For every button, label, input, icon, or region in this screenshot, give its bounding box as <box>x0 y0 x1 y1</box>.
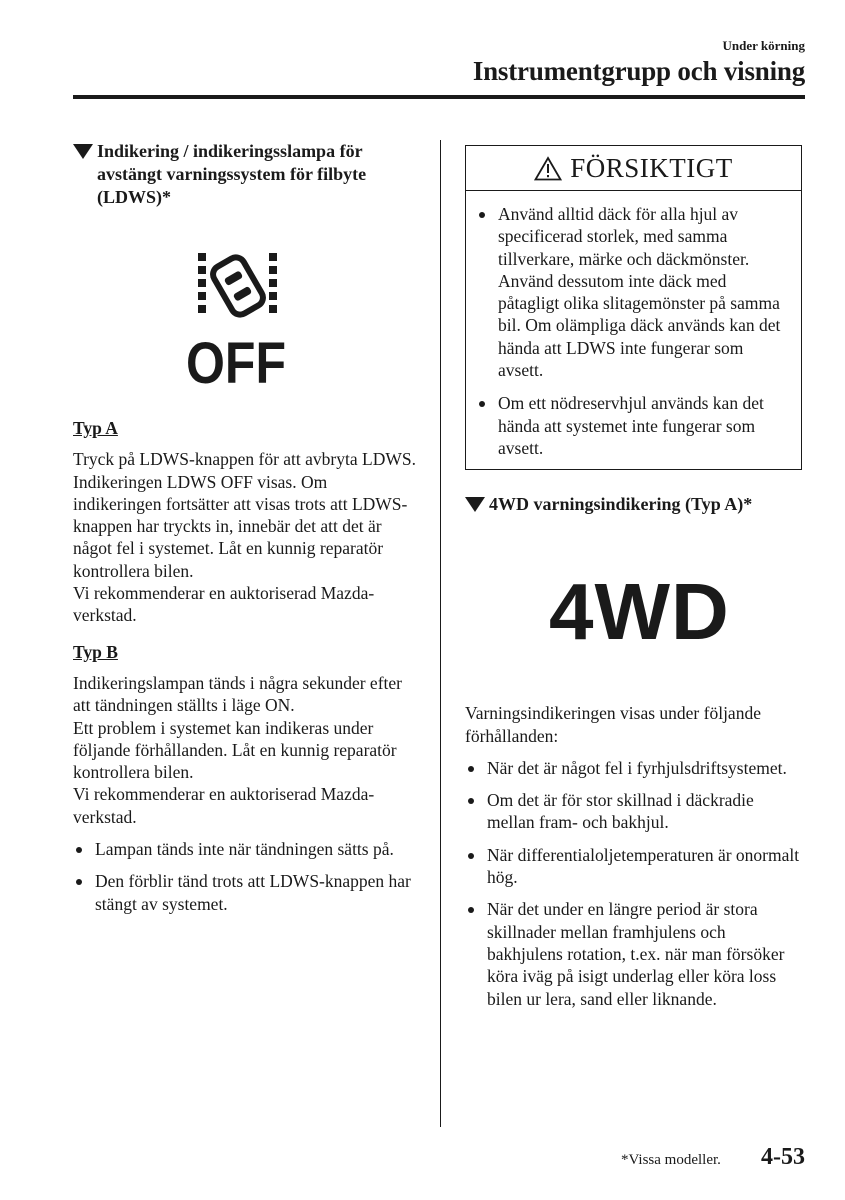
caution-box <box>465 145 802 470</box>
ldws-off-text: OFF <box>186 331 286 391</box>
bullet-icon <box>479 212 485 218</box>
bullet-icon <box>76 847 82 853</box>
caution-body <box>466 191 801 469</box>
list-item-text: Lampan tänds inte när tändningen sätts på. <box>95 839 394 860</box>
list-item-text: Den förblir tänd trots att LDWS-knappen har stängt av systemet. <box>95 871 411 914</box>
list-item-text: Om ett nödreservhjul används kan det hända att systemet inte fungerar som avsett. <box>498 393 764 458</box>
bullet-icon <box>479 401 485 407</box>
typ-a-label: Typ A <box>73 418 118 438</box>
list-item <box>73 870 418 915</box>
bullet-icon <box>468 798 474 804</box>
list-item <box>465 898 805 1009</box>
list-item <box>73 838 418 860</box>
ldws-off-icon <box>181 251 291 391</box>
bullet-icon <box>76 879 82 885</box>
section-heading-4wd <box>465 493 805 516</box>
triangle-marker-icon <box>73 144 93 159</box>
typ-b-label: Typ B <box>73 641 118 662</box>
list-item-text: När det är något fel i fyrhjulsdriftsystemet. <box>487 757 787 778</box>
bullet-icon <box>468 907 474 913</box>
list-item-text: Använd alltid däck för alla hjul av specificerad storlek, med samma tillverkare, märke och däckmönster. Använd dessutom inte däck med påtagligt olika slitagemönster på samma bil. Om olämpliga däck används kan det hända att LDWS inte fungerar som avsett. <box>498 204 781 381</box>
column-divider <box>440 140 441 1127</box>
list-item <box>465 844 805 889</box>
header-rule <box>73 95 805 99</box>
caution-bullet-list <box>476 203 789 459</box>
4wd-indicator-icon: 4WD <box>549 567 730 657</box>
list-item-text: Om det är för stor skillnad i däckradie mellan fram- och bakhjul. <box>487 790 754 833</box>
left-column <box>73 140 418 915</box>
4wd-bullet-list <box>465 757 805 1010</box>
list-item <box>465 789 805 834</box>
bullet-icon <box>468 766 474 772</box>
footnote: *Vissa modeller. <box>621 1152 721 1168</box>
typ-b-text-recommendation: Vi rekommenderar en auktoriserad Mazda-verkstad. <box>73 784 375 827</box>
page-number: 4-53 <box>761 1144 805 1170</box>
right-column <box>465 145 805 1010</box>
caution-header <box>466 146 801 191</box>
list-item <box>476 203 789 381</box>
4wd-intro-text: Varningsindikeringen visas under följande förhållanden: <box>465 703 761 746</box>
typ-b-text: Indikeringslampan tänds i några sekunder efter att tändningen ställts i läge ON. <box>73 672 402 716</box>
page-title: Instrumentgrupp och visning <box>472 56 805 86</box>
section-heading-ldws <box>73 140 418 209</box>
list-item <box>476 392 789 459</box>
section-heading-text: Indikering / indikeringsslampa för avstängt varningssystem för filbyte (LDWS)* <box>97 141 367 207</box>
list-item-text: När differentialoljetemperaturen är onormalt hög. <box>487 844 800 888</box>
triangle-marker-icon <box>465 497 485 512</box>
typ-b-text-problem: Ett problem i systemet kan indikeras under följande förhållanden. Låt en kunnig reparatör kontrollera bilen. <box>73 717 397 783</box>
warning-triangle-icon <box>534 156 562 181</box>
typ-a-text-recommendation: Vi rekommenderar en auktoriserad Mazda-verkstad. <box>73 583 375 626</box>
typ-a-text: Tryck på LDWS-knappen för att avbryta LDWS. Indikeringen LDWS OFF visas. Om indikeringen fortsätter att visas trots att LDWS-knappen har tryckts in, innebär det att det är något fel i systemet. Låt en kunnig reparatör kontrollera bilen. <box>73 449 416 581</box>
bullet-icon <box>468 853 474 859</box>
typ-b-bullet-list <box>73 838 418 915</box>
caution-title: FÖRSIKTIGT <box>570 152 733 183</box>
section-label: Under körning <box>722 38 805 53</box>
list-item <box>465 757 805 779</box>
section-heading-text: 4WD varningsindikering (Typ A)* <box>489 494 753 515</box>
list-item-text: När det under en längre period är stora skillnader mellan framhjulens och bakhjulens rotation, t.ex. när man försöker köra iväg på isigt underlag eller köra loss bilen ur lera, sand eller liknande. <box>487 899 785 1009</box>
